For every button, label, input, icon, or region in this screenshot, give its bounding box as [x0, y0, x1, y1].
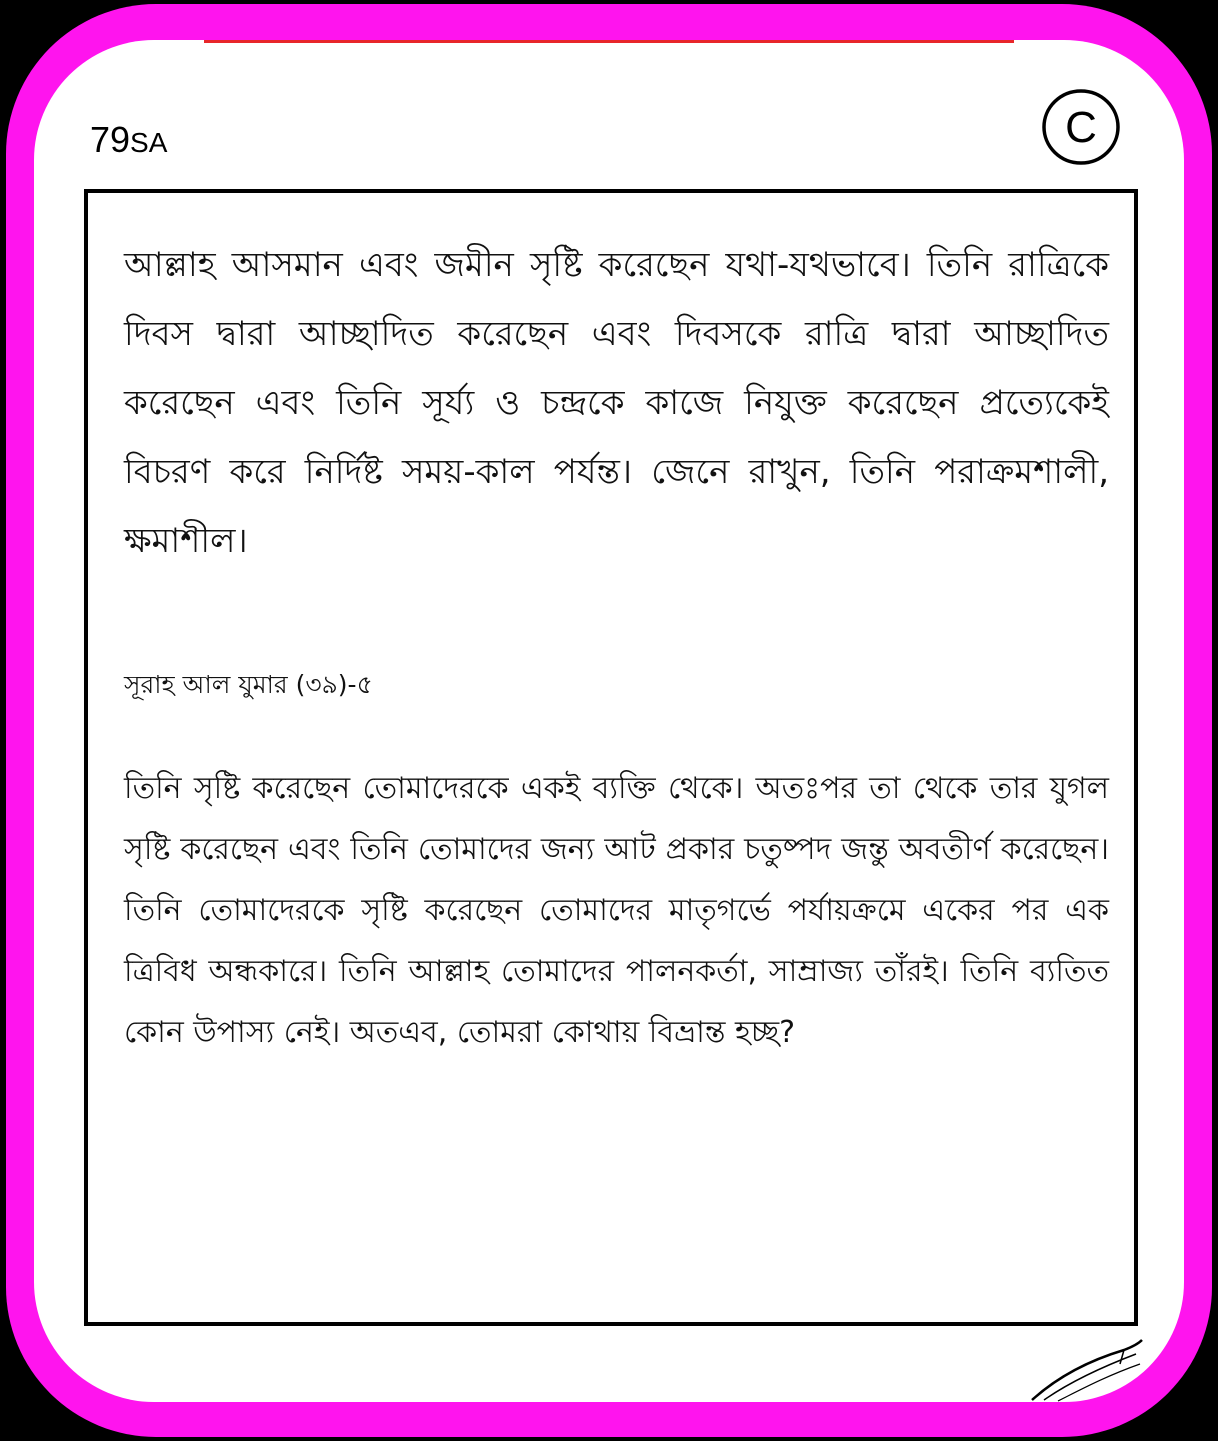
corner-sketch-mark: [1024, 1320, 1144, 1402]
page-code: [90, 119, 168, 160]
passage-verse-1: আল্লাহ আসমান এবং জমীন সৃষ্টি করেছেন যথা-যথভাবে। তিনি রাত্রিকে দিবস দ্বারা আচ্ছাদিত করেছেন এবং দিবসকে রাত্রি দ্বারা আচ্ছাদিত করেছেন এবং তিনি সূর্য্য ও চন্দ্রকে কাজে নিযুক্ত করেছেন প্রত্যেকেই বিচরণ করে নির্দিষ্ট সময়-কাল পর্যন্ত। জেনে রাখুন, তিনি পরাক্রমশালী, ক্ষমাশীল।: [124, 245, 1109, 561]
page-code-suffix: SA: [130, 127, 168, 158]
top-red-line: [204, 40, 1014, 43]
passage-verse-2: তিনি সৃষ্টি করেছেন তোমাদেরকে একই ব্যক্তি থেকে। অতঃপর তা থেকে তার যুগল সৃষ্টি করেছেন এবং তিনি তোমাদের জন্য আট প্রকার চতুষ্পদ জন্তু অবতীর্ণ করেছেন। তিনি তোমাদেরকে সৃষ্টি করেছেন তোমাদের মাতৃগর্ভে পর্যায়ক্রমে একের পর এক ত্রিবিধ অন্ধকারে। তিনি আল্লাহ তোমাদের পালনকর্তা, সাম্রাজ্য তাঁরই। তিনি ব্যতিত কোন উপাস্য নেই। অতএব, তোমরা কোথায় বিভ্রান্ত হচ্ছ?: [124, 771, 1109, 1050]
copyright-letter: C: [1065, 103, 1097, 152]
copyright-icon: [1040, 86, 1122, 168]
page-code-number: 79: [90, 119, 131, 160]
verse-reference: সূরাহ আল যুমার (৩৯)-৫: [124, 670, 373, 699]
paper-page: [34, 40, 1184, 1402]
text-box: [84, 189, 1138, 1326]
